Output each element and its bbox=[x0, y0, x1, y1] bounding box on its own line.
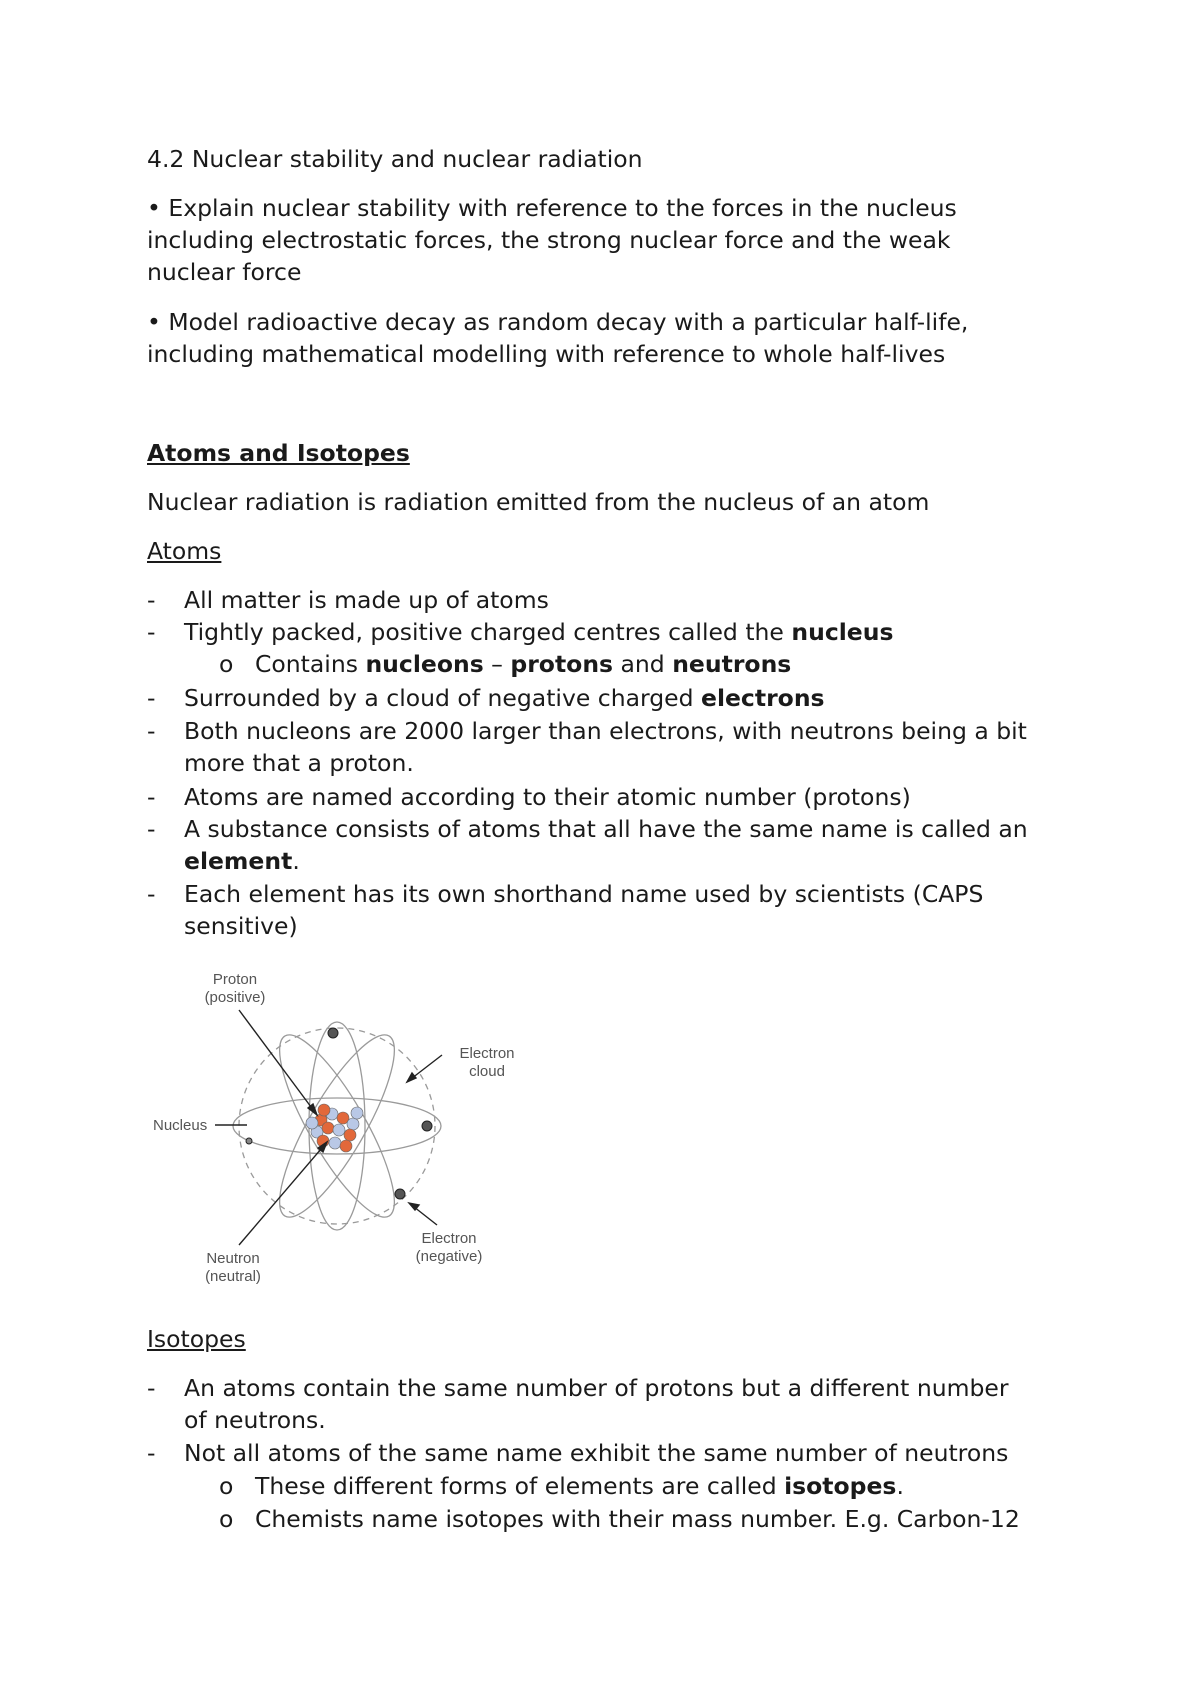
list-item: - An atoms contain the same number of protons but a different number bbox=[147, 1374, 1009, 1402]
dash-marker: - bbox=[147, 1439, 156, 1467]
atoms-heading: Atoms bbox=[147, 537, 222, 565]
list-item: - Both nucleons are 2000 larger than electrons, with neutrons being a bit bbox=[147, 717, 1027, 745]
sub-bullet-marker: o bbox=[219, 1505, 234, 1533]
dash-marker: - bbox=[147, 1374, 156, 1402]
list-item: - Atoms are named according to their atomic number (protons) bbox=[147, 783, 911, 811]
neutron bbox=[333, 1124, 345, 1136]
bullet: • bbox=[147, 194, 161, 222]
list-item-continuation: element. bbox=[184, 847, 300, 875]
list-item-continuation: sensitive) bbox=[184, 912, 298, 940]
sub-list-item: o Contains nucleons – protons and neutrons bbox=[219, 650, 792, 678]
electron bbox=[422, 1121, 432, 1131]
objective-2-line-1: • Model radioactive decay as random decay with a particular half-life, bbox=[147, 308, 969, 336]
neutron bbox=[329, 1137, 341, 1149]
list-item-continuation: of neutrons. bbox=[184, 1406, 326, 1434]
dash-marker: - bbox=[147, 684, 156, 712]
list-item: - All matter is made up of atoms bbox=[147, 586, 549, 614]
list-item: - Tightly packed, positive charged centres called the nucleus bbox=[147, 618, 894, 646]
objective-1-line-2: including electrostatic forces, the strong nuclear force and the weak bbox=[147, 226, 951, 254]
dash-marker: - bbox=[147, 815, 156, 843]
page-title: 4.2 Nuclear stability and nuclear radiation bbox=[147, 145, 643, 173]
proton bbox=[318, 1104, 330, 1116]
neutron bbox=[351, 1107, 363, 1119]
neutron bbox=[347, 1118, 359, 1130]
label-proton-line-2: (positive) bbox=[204, 989, 266, 1006]
sub-bullet-marker: o bbox=[219, 1472, 234, 1500]
objective-1-line-1: • Explain nuclear stability with reference to the forces in the nucleus bbox=[147, 194, 957, 222]
dash-marker: - bbox=[147, 880, 156, 908]
proton bbox=[344, 1129, 356, 1141]
sub-bullet-marker: o bbox=[219, 650, 234, 678]
label-proton-line-1: Proton bbox=[212, 971, 258, 988]
list-item: - Not all atoms of the same name exhibit the same number of neutrons bbox=[147, 1439, 1009, 1467]
proton bbox=[322, 1122, 334, 1134]
list-item: - Each element has its own shorthand name used by scientists (CAPS bbox=[147, 880, 984, 908]
objective-2-line-2: including mathematical modelling with reference to whole half-lives bbox=[147, 340, 946, 368]
label-electron-cloud-line-2: cloud bbox=[469, 1063, 505, 1080]
dash-marker: - bbox=[147, 717, 156, 745]
neutron bbox=[306, 1117, 318, 1129]
electron bbox=[395, 1189, 405, 1199]
bullet: • bbox=[147, 308, 161, 336]
label-electron-line-2: (negative) bbox=[415, 1248, 483, 1265]
sub-list-item: o These different forms of elements are called isotopes. bbox=[219, 1472, 904, 1500]
label-neutron-line-2: (neutral) bbox=[205, 1268, 261, 1285]
list-item: - A substance consists of atoms that all have the same name is called an bbox=[147, 815, 1028, 843]
section-heading: Atoms and Isotopes bbox=[147, 439, 410, 467]
label-nucleus: Nucleus bbox=[153, 1117, 208, 1134]
dash-marker: - bbox=[147, 586, 156, 614]
sub-list-item: o Chemists name isotopes with their mass number. E.g. Carbon-12 bbox=[219, 1505, 1020, 1533]
section-intro: Nuclear radiation is radiation emitted from the nucleus of an atom bbox=[147, 488, 930, 516]
list-item-continuation: more that a proton. bbox=[184, 749, 414, 777]
electron bbox=[328, 1028, 338, 1038]
isotopes-heading: Isotopes bbox=[147, 1325, 246, 1353]
label-neutron-line-1: Neutron bbox=[206, 1250, 260, 1267]
dash-marker: - bbox=[147, 783, 156, 811]
list-item: - Surrounded by a cloud of negative charged electrons bbox=[147, 684, 825, 712]
label-electron-line-1: Electron bbox=[421, 1230, 477, 1247]
proton bbox=[340, 1140, 352, 1152]
objective-1-line-3: nuclear force bbox=[147, 258, 302, 286]
label-electron-cloud-line-1: Electron bbox=[459, 1045, 515, 1062]
dash-marker: - bbox=[147, 618, 156, 646]
atom-diagram bbox=[147, 960, 547, 1300]
electron bbox=[246, 1138, 252, 1144]
